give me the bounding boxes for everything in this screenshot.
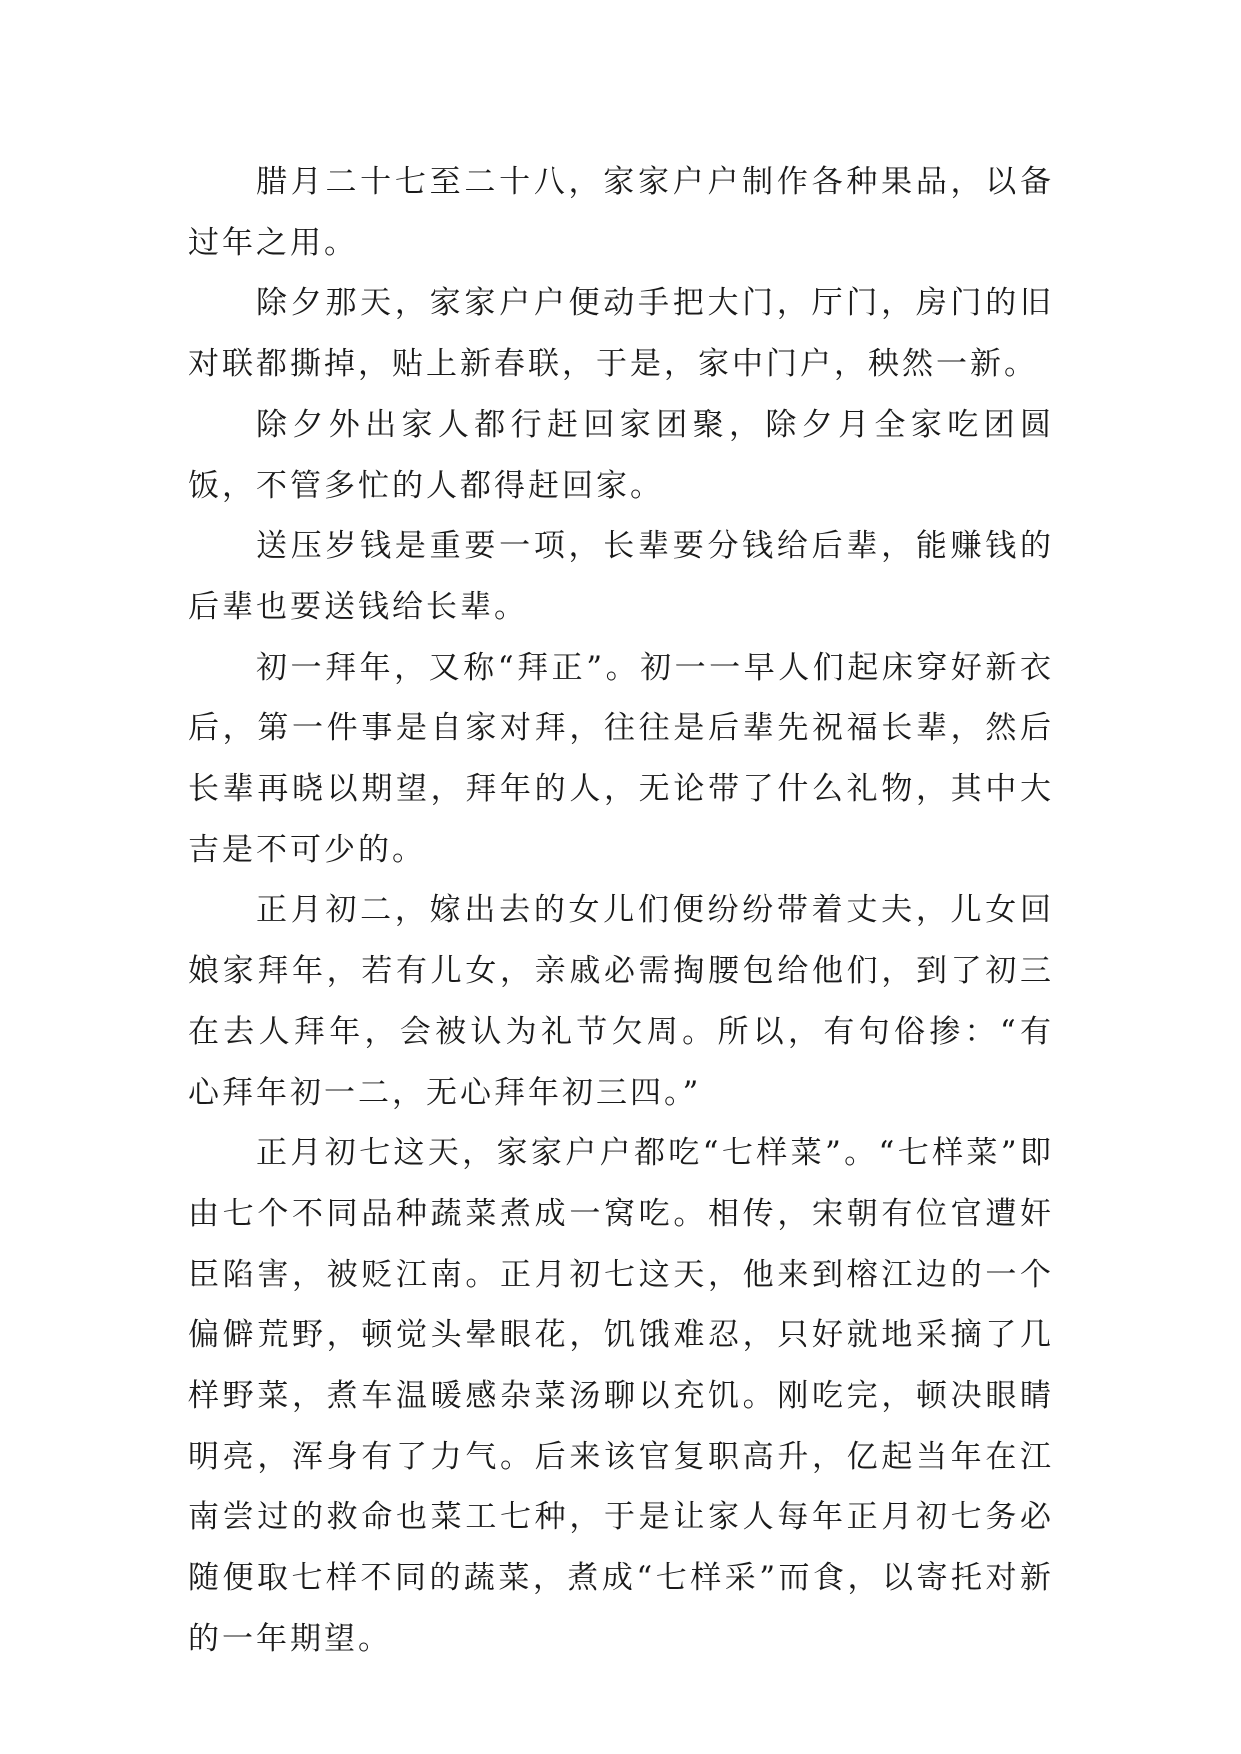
paragraph-reunion: 除夕外出家人都行赶回家团聚，除夕月全家吃团圆饭，不管多忙的人都得赶回家。 <box>188 406 1054 504</box>
document-body <box>188 152 1054 1670</box>
paragraph-couplets: 除夕那天，家家户户便动手把大门，厅门，房门的旧对联都撕掉，贴上新春联，于是，家中门户，秧然一新。 <box>188 285 1054 383</box>
paragraph-new-year-greeting: 初一拜年，又称“拜正”。初一一早人们起床穿好新衣后，第一件事是自家对拜，往往是后辈先祝福长辈，然后长辈再晓以期望，拜年的人，无论带了什么礼物，其中大吉是不可少的。 <box>188 649 1054 868</box>
paragraph-preparation: 腊月二十七至二十八，家家户户制作各种果品，以备过年之用。 <box>188 164 1054 261</box>
paragraph-lucky-money: 送压岁钱是重要一项，长辈要分钱给后辈，能赚钱的后辈也要送钱给长辈。 <box>188 528 1054 625</box>
paragraph-seventh-day: 正月初七这天，家家户户都吃“七样菜”。“七样菜”即由七个不同品种蔬菜煮成一窝吃。相传，宋朝有位官遭奸臣陷害，被贬江南。正月初七这天，他来到榕江边的一个偏僻荒野，顿觉头晕眼花，饥饿难忍，只好就地采摘了几样野菜，煮车温暖感杂菜汤聊以充饥。刚吃完，顿决眼睛明亮，浑身有了力气。后来该官复职高升，亿起当年在江南尝过的救命也菜工七种，于是让家人每年正月初七务必随便取七样不同的蔬菜，煮成“七样采”而食，以寄托对新的一年期望。 <box>188 1135 1054 1657</box>
paragraph-second-day: 正月初二，嫁出去的女儿们便纷纷带着丈夫，儿女回娘家拜年，若有儿女，亲戚必需掏腰包给他们，到了初三在去人拜年，会被认为礼节欠周。所以，有句俗掺：“有心拜年初一二，无心拜年初三四。” <box>188 892 1054 1111</box>
